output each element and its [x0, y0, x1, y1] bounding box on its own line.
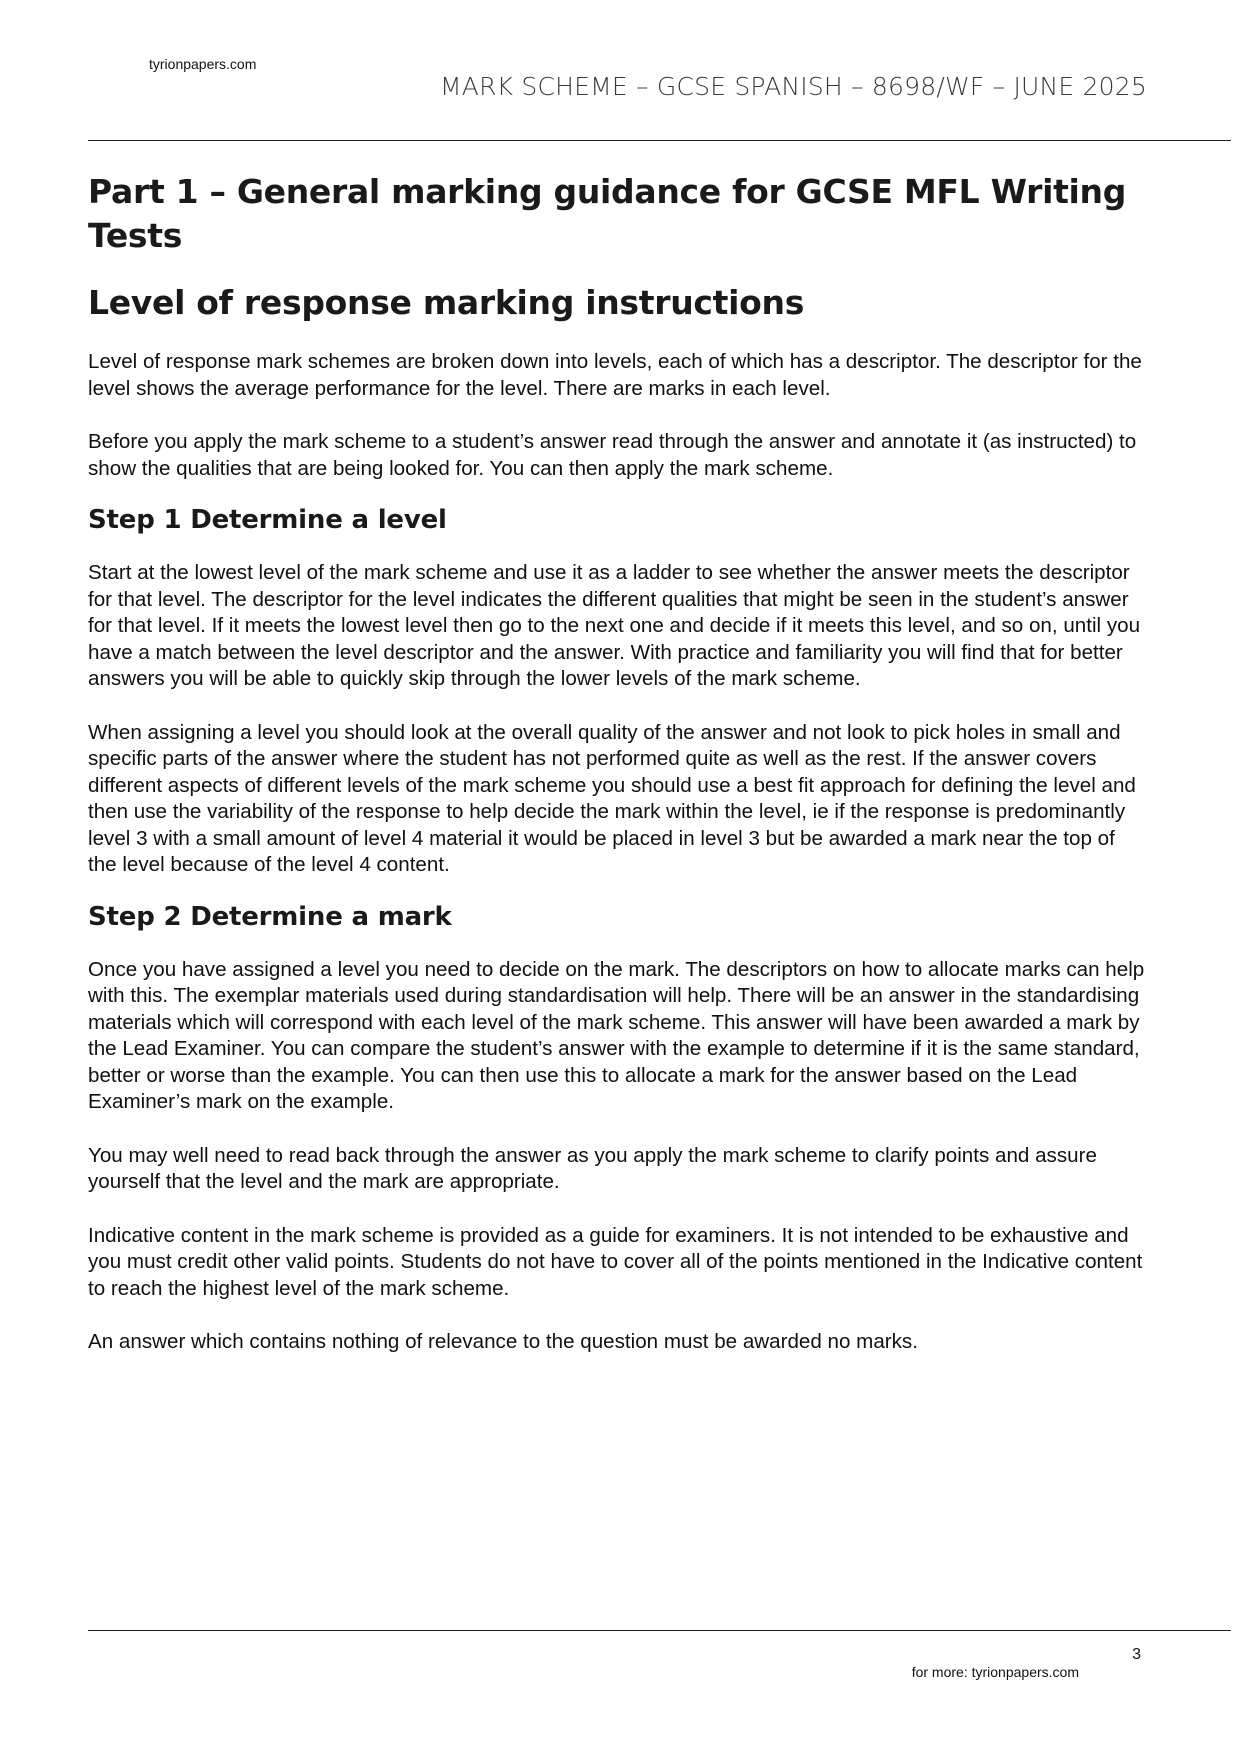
step2-paragraph: You may well need to read back through the answer as you apply the mark scheme to clarify points and assure yourself that the level and the mark are appropriate.	[88, 1143, 1097, 1193]
watermark-bottom: for more: tyrionpapers.com	[911, 1664, 1079, 1680]
step2-paragraph: An answer which contains nothing of relevance to the question must be awarded no marks.	[88, 1330, 918, 1353]
page-content	[88, 170, 1148, 1356]
intro-paragraph: Before you apply the mark scheme to a student’s answer read through the answer and annotate it (as instructed) to show the qualities that are being looked for. You can then apply the mark scheme.	[88, 430, 1137, 480]
running-header: MARK SCHEME – GCSE SPANISH – 8698/WF – JUNE 2025	[440, 72, 1147, 101]
part-title: Part 1 – General marking guidance for GCSE MFL Writing Tests	[88, 172, 1127, 255]
section-title: Level of response marking instructions	[88, 283, 805, 322]
step2-paragraph: Once you have assigned a level you need to decide on the mark. The descriptors on how to allocate marks can help with this. The exemplar materials used during standardisation will help. There will be an answer in the standardising materials which will correspond with each level of the mark scheme. This answer will have been awarded a mark by the Lead Examiner. You can compare the student’s answer with the example to determine if it is the same standard, better or worse than the example. You can then use this to allocate a mark for the answer based on the Lead Examiner’s mark on the example.	[88, 957, 1145, 1113]
step1-heading: Step 1 Determine a level	[88, 505, 447, 535]
step1-paragraph: When assigning a level you should look at the overall quality of the answer and not look to pick holes in small and specific parts of the answer where the student has not performed quite as well as the rest. If the answer covers different aspects of different levels of the mark scheme you should use a best fit approach for defining the level and then use the variability of the response to help decide the mark within the level, ie if the response is predominantly level 3 with a small amount of level 4 material it would be placed in level 3 but be awarded a mark near the top of the level because of the level 4 content.	[88, 720, 1136, 876]
header-divider	[88, 140, 1231, 141]
step2-heading: Step 2 Determine a mark	[88, 901, 452, 932]
page-number: 3	[1132, 1646, 1141, 1663]
step2-paragraph: Indicative content in the mark scheme is provided as a guide for examiners. It is not intended to be exhaustive and you must credit other valid points. Students do not have to cover all of the points mentioned in the Indicative content to reach the highest level of the mark scheme.	[88, 1223, 1143, 1300]
step1-paragraph: Start at the lowest level of the mark scheme and use it as a ladder to see whether the answer meets the descriptor for that level. The descriptor for the level indicates the different qualities that might be seen in the student’s answer for that level. If it meets the lowest level then go to the next one and decide if it meets this level, and so on, until you have a match between the level descriptor and the answer. With practice and familiarity you will find that for better answers you will be able to quickly skip through the lower levels of the mark scheme.	[88, 561, 1141, 690]
footer-divider	[88, 1630, 1231, 1631]
watermark-top: tyrionpapers.com	[149, 56, 257, 72]
intro-paragraph: Level of response mark schemes are broken down into levels, each of which has a descriptor. The descriptor for the level shows the average performance for the level. There are marks in each level.	[88, 350, 1142, 400]
